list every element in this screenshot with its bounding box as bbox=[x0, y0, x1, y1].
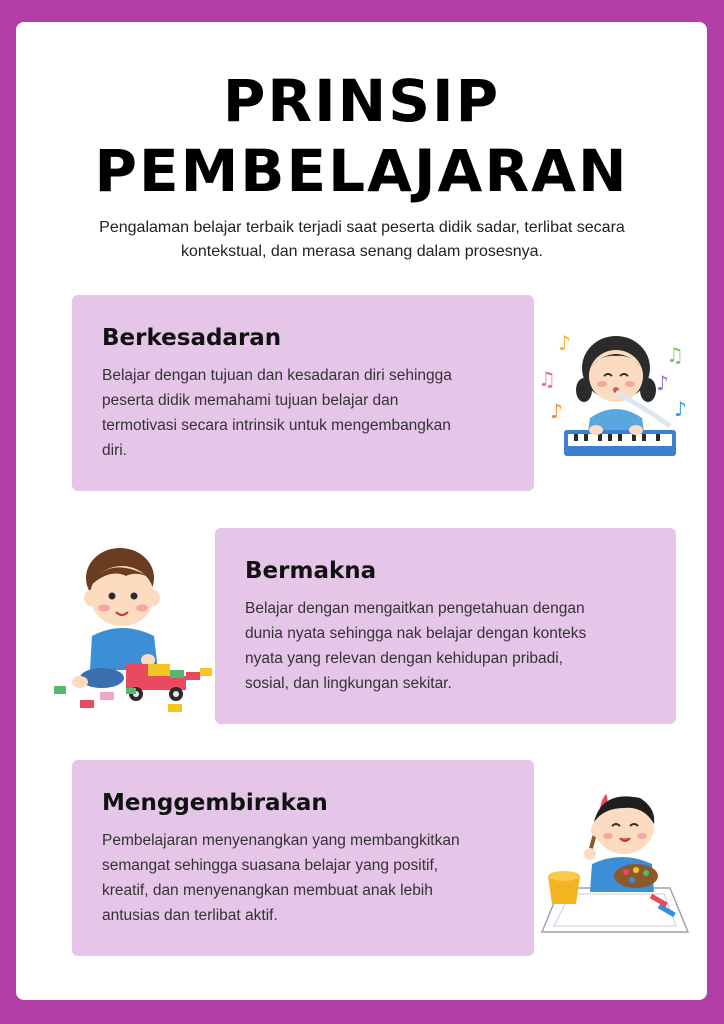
principle-title: Berkesadaran bbox=[102, 325, 282, 351]
description-line: semangat sehingga suasana belajar yang positif, bbox=[102, 857, 439, 874]
description-line: dunia nyata sehingga nak belajar dengan konteks bbox=[245, 625, 587, 642]
svg-text:♪: ♪ bbox=[558, 331, 571, 355]
intro-line-2: kontekstual, dan merasa senang dalam prosesnya. bbox=[181, 243, 543, 260]
description-line: Belajar dengan tujuan dan kesadaran diri sehingga bbox=[102, 367, 452, 384]
description-line: sosial, dan lingkungan sekitar. bbox=[245, 675, 452, 692]
title-line-1: PRINSIP bbox=[222, 67, 501, 135]
principle-title: Menggembirakan bbox=[102, 790, 328, 816]
description-line: diri. bbox=[102, 442, 127, 459]
title-line-2: PEMBELAJARAN bbox=[94, 137, 629, 205]
boy-painting-icon bbox=[540, 780, 696, 940]
page-title bbox=[16, 66, 707, 206]
description-line: kreatif, dan menyenangkan membuat anak lebih bbox=[102, 882, 433, 899]
description-line: peserta didik memahami tujuan belajar dan bbox=[102, 392, 399, 409]
principle-card-berkesadaran bbox=[72, 295, 534, 491]
description-line: termotivasi secara intrinsik untuk mengembangkan bbox=[102, 417, 451, 434]
svg-text:♪: ♪ bbox=[674, 397, 687, 421]
principle-title: Bermakna bbox=[245, 558, 377, 584]
intro-line-1: Pengalaman belajar terbaik terjadi saat peserta didik sadar, terlibat secara bbox=[99, 219, 625, 236]
svg-text:♪: ♪ bbox=[550, 399, 563, 423]
svg-text:♫: ♫ bbox=[666, 343, 684, 367]
boy-building-blocks-icon bbox=[50, 540, 214, 712]
description-line: antusias dan terlibat aktif. bbox=[102, 907, 278, 924]
poster-page bbox=[16, 22, 707, 1000]
svg-text:♪: ♪ bbox=[656, 371, 669, 395]
principle-card-menggembirakan bbox=[72, 760, 534, 956]
girl-playing-melodica-icon bbox=[538, 318, 698, 468]
intro-text bbox=[56, 216, 668, 264]
svg-text:♫: ♫ bbox=[538, 367, 556, 391]
principle-description bbox=[102, 363, 504, 463]
description-line: nyata yang relevan dengan kehidupan pribadi, bbox=[245, 650, 563, 667]
principle-card-bermakna bbox=[215, 528, 676, 724]
principle-description bbox=[102, 828, 504, 928]
principle-description bbox=[245, 596, 646, 696]
description-line: Pembelajaran menyenangkan yang membangkitkan bbox=[102, 832, 460, 849]
description-line: Belajar dengan mengaitkan pengetahuan dengan bbox=[245, 600, 585, 617]
